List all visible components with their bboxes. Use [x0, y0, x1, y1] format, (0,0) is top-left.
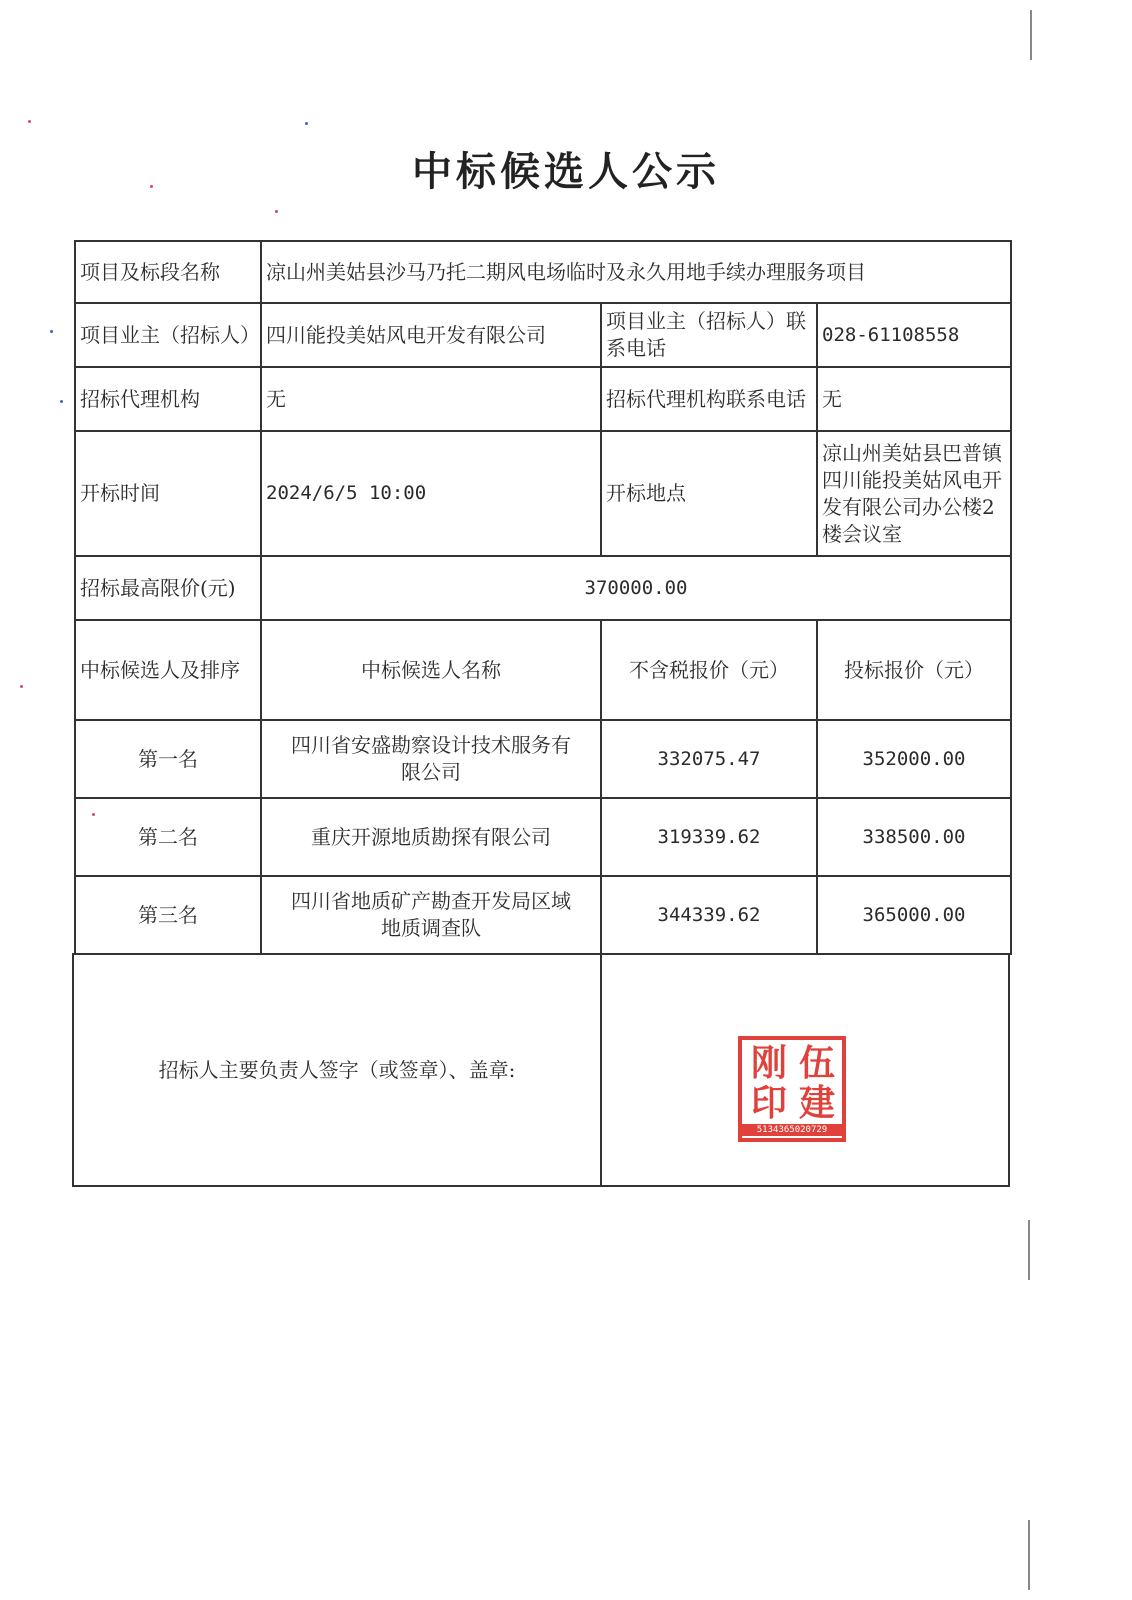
- candidate-rank: 第二名: [74, 797, 262, 877]
- opening-time-label: 开标时间: [74, 430, 262, 557]
- owner-value: 四川能投美姑风电开发有限公司: [260, 302, 602, 368]
- max-price-label: 招标最高限价(元): [74, 555, 262, 621]
- scan-edge-line: [1028, 1220, 1030, 1280]
- opening-place-label: 开标地点: [600, 430, 818, 557]
- scan-speck: [150, 185, 153, 188]
- page-title: 中标候选人公示: [412, 149, 720, 195]
- agency-phone-value: 无: [816, 366, 1012, 432]
- candidate-pretax: 319339.62: [600, 797, 818, 877]
- scan-speck: [20, 685, 23, 688]
- official-seal: [738, 1036, 846, 1142]
- scan-speck: [28, 120, 31, 123]
- scan-speck: [60, 400, 63, 403]
- candidate-bid: 365000.00: [816, 875, 1012, 955]
- opening-time-value: 2024/6/5 10:00: [260, 430, 602, 557]
- scan-speck: [275, 210, 278, 213]
- agency-phone-label: 招标代理机构联系电话: [600, 366, 818, 432]
- candidate-pretax: 344339.62: [600, 875, 818, 955]
- max-price-value: 370000.00: [260, 555, 1012, 621]
- candidate-name: 四川省地质矿产勘查开发局区域地质调查队: [260, 875, 602, 955]
- header-name: 中标候选人名称: [260, 619, 602, 721]
- scan-edge-line: [1030, 10, 1032, 60]
- agency-value: 无: [260, 366, 602, 432]
- header-pretax: 不含税报价（元）: [600, 619, 818, 721]
- owner-phone-value: 028-61108558: [816, 302, 1012, 368]
- seal-char: 印: [750, 1083, 787, 1124]
- seal-char: 建: [798, 1083, 835, 1124]
- scan-speck: [92, 813, 95, 816]
- seal-char: 伍: [798, 1043, 835, 1084]
- agency-label: 招标代理机构: [74, 366, 262, 432]
- candidate-rank: 第一名: [74, 719, 262, 799]
- project-value: 凉山州美姑县沙马乃托二期风电场临时及永久用地手续办理服务项目: [260, 240, 1012, 304]
- scan-edge-line: [1028, 1520, 1030, 1590]
- seal-char: 刚: [750, 1043, 787, 1084]
- owner-label: 项目业主（招标人）: [74, 302, 262, 368]
- candidate-name: 重庆开源地质勘探有限公司: [260, 797, 602, 877]
- scan-speck: [50, 330, 53, 333]
- scan-speck: [305, 122, 308, 125]
- owner-phone-label: 项目业主（招标人）联系电话: [600, 302, 818, 368]
- candidate-pretax: 332075.47: [600, 719, 818, 799]
- candidate-bid: 352000.00: [816, 719, 1012, 799]
- header-bid: 投标报价（元）: [816, 619, 1012, 721]
- header-rank: 中标候选人及排序: [74, 619, 262, 721]
- candidate-bid: 338500.00: [816, 797, 1012, 877]
- candidate-rank: 第三名: [74, 875, 262, 955]
- seal-number: 5134365020729: [742, 1124, 842, 1136]
- candidate-name: 四川省安盛勘察设计技术服务有限公司: [260, 719, 602, 799]
- project-label: 项目及标段名称: [74, 240, 262, 304]
- signature-label: 招标人主要负责人签字（或签章）、盖章:: [72, 953, 602, 1187]
- opening-place-value: 凉山州美姑县巴普镇四川能投美姑风电开发有限公司办公楼2楼会议室: [816, 430, 1012, 557]
